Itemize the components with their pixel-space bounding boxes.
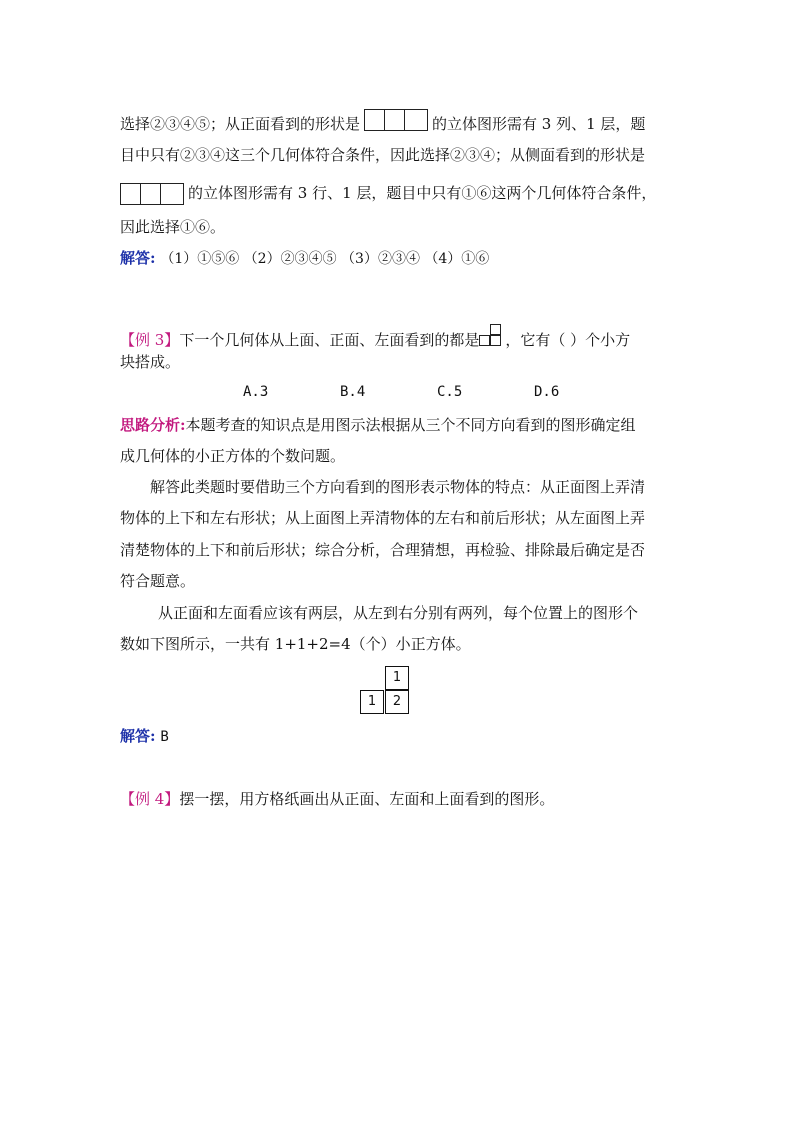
text: 本题考查的知识点是用图示法根据从三个不同方向看到的图形确定组 <box>185 416 636 434</box>
analysis-line1 <box>120 415 680 435</box>
option-b: B.4 <box>340 384 366 400</box>
p3-line2: 数如下图所示，一共有 1+1+2=4（个）小正方体。 <box>120 635 471 653</box>
para1-line2: 目中只有②③④这三个几何体符合条件，因此选择②③④；从侧面看到的形状是 <box>120 146 646 164</box>
text: 选择②③④⑤；从正面看到的形状是 <box>120 115 361 133</box>
text: ，它有（ ）个小方 <box>505 331 631 349</box>
option-d: D.6 <box>534 384 560 400</box>
analysis-label: 思路分析: <box>120 416 186 434</box>
answer3-line <box>120 726 680 747</box>
text: 摆一摆，用方格纸画出从正面、左面和上面看到的图形。 <box>179 790 555 808</box>
option-c: C.5 <box>437 384 463 400</box>
p2-line1: 解答此类题时要借助三个方向看到的图形表示物体的特点：从正面图上弄清 <box>150 478 646 496</box>
p3-line1: 从正面和左面看应该有两层，从左到右分别有两列，每个位置上的图形个 <box>158 604 639 622</box>
answer-text: （1）①⑤⑥ （2）②③④⑤ （3）②③④ （4）①⑥ <box>160 251 490 267</box>
example3-question-line2: 块搭成。 <box>120 353 181 371</box>
three-columns-figure <box>364 109 428 131</box>
example4-label: 【例 4】 <box>120 790 180 808</box>
p2-line2: 物体的上下和左右形状；从上面图上弄清物体的左右和前后形状；从左面图上弄 <box>120 509 646 527</box>
analysis-line2: 成几何体的小正方体的个数问题。 <box>120 447 346 465</box>
para1-line4: 因此选择①⑥。 <box>120 218 226 236</box>
grid-cell-bottom-right: 2 <box>385 690 409 714</box>
para1-line1 <box>120 114 680 134</box>
text: 下一个几何体从上面、正面、左面看到的都是 <box>179 331 480 349</box>
para1-line3 <box>120 183 680 205</box>
example4-line <box>120 789 680 809</box>
grid-cell-top-right: 1 <box>385 666 409 690</box>
example3-question-line1 <box>120 324 680 350</box>
answer-label: 解答: <box>120 727 156 745</box>
answer1-line <box>120 248 680 269</box>
text: 的立体图形需有 3 行、1 层，题目中只有①⑥这两个几何体符合条件， <box>188 184 657 202</box>
three-rows-figure <box>120 183 184 205</box>
example3-label: 【例 3】 <box>120 331 180 349</box>
grid-cell-bottom-left: 1 <box>360 690 384 714</box>
p2-line4: 符合题意。 <box>120 572 196 590</box>
text: 的立体图形需有 3 列、1 层，题 <box>432 115 646 133</box>
answer-label: 解答: <box>120 249 156 267</box>
answer-text: B <box>160 729 169 745</box>
option-a: A.3 <box>243 384 269 400</box>
l-shape-figure <box>479 324 505 350</box>
p2-line3: 清楚物体的上下和前后形状；综合分析，合理猜想，再检验、排除最后确定是否 <box>120 541 646 559</box>
